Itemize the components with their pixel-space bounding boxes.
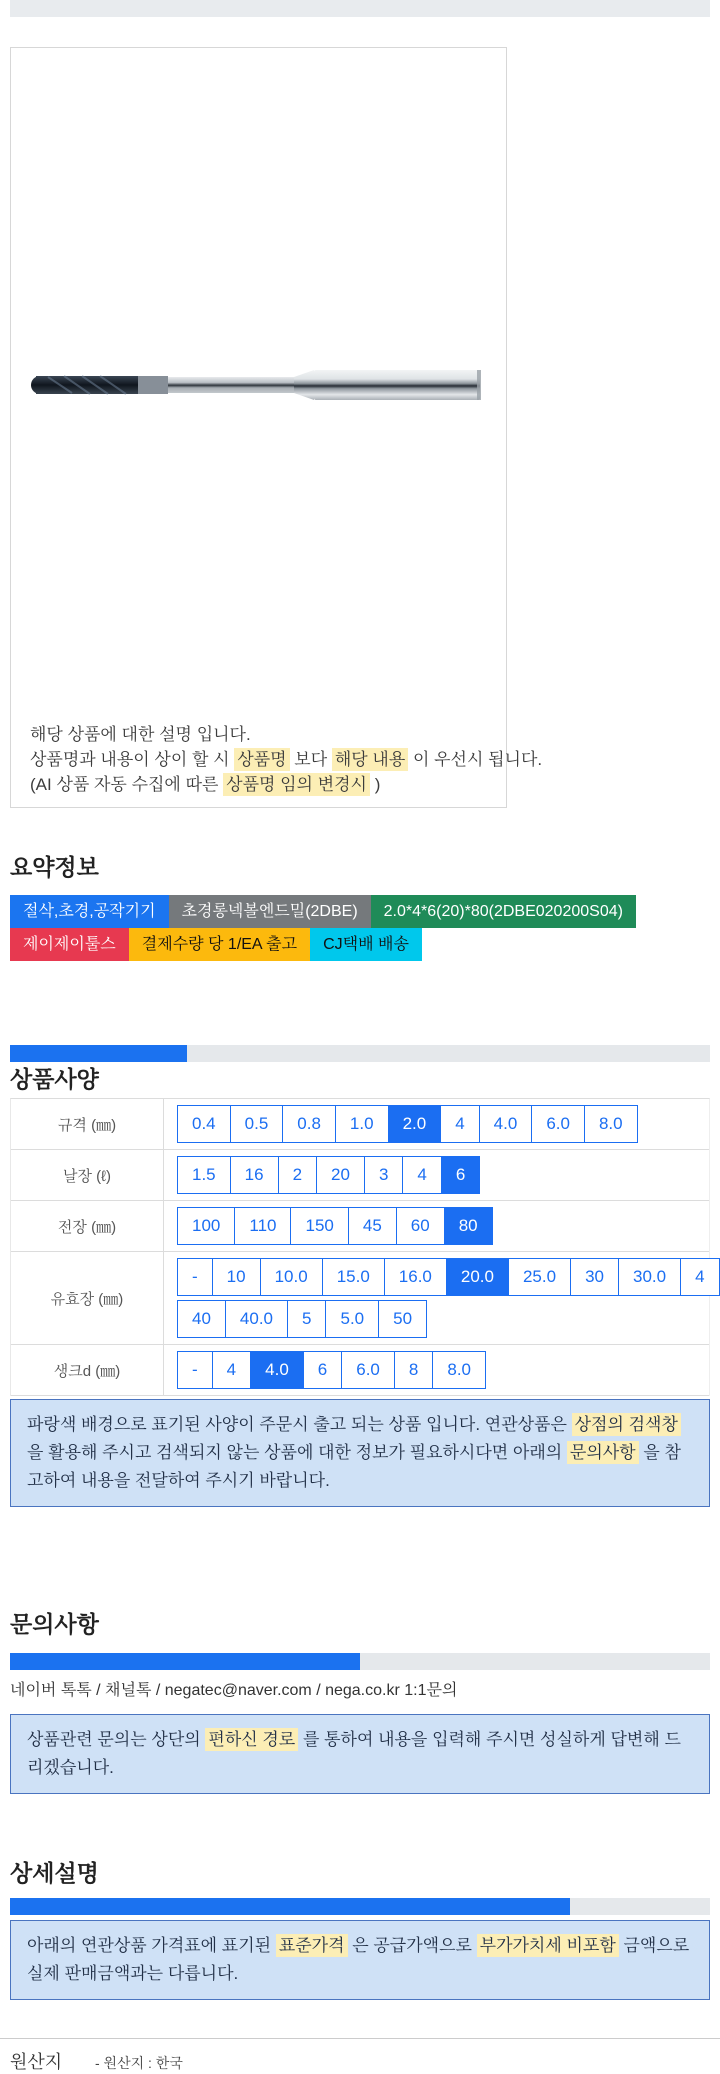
spec-option[interactable]: 0.4 <box>177 1105 231 1143</box>
tag-row <box>10 895 710 928</box>
spec-option[interactable]: 4 <box>212 1351 251 1389</box>
spec-option[interactable]: 8 <box>394 1351 433 1389</box>
highlighted-text: 상점의 검색창 <box>572 1413 681 1436</box>
spec-option[interactable]: 4 <box>402 1156 441 1194</box>
spec-row <box>11 1099 709 1150</box>
product-description-box <box>10 47 543 808</box>
spec-option-strip <box>177 1207 493 1245</box>
specs-section-title: 상품사양 <box>10 1066 99 1092</box>
spec-row <box>11 1345 709 1396</box>
product-description-text <box>30 722 542 797</box>
spec-option[interactable]: 1.5 <box>177 1156 231 1194</box>
detail-section-title: 상세설명 <box>10 1860 99 1886</box>
spec-option[interactable]: 40.0 <box>225 1300 288 1338</box>
summary-tag: 초경롱넥볼엔드밀(2DBE) <box>169 895 371 928</box>
spec-option[interactable]: 0.8 <box>282 1105 336 1143</box>
spec-option[interactable]: 25.0 <box>508 1258 571 1296</box>
spec-option[interactable]: 150 <box>290 1207 348 1245</box>
spec-option-strip <box>177 1351 486 1389</box>
spec-option[interactable]: 15.0 <box>322 1258 385 1296</box>
specs-notice-box: 파랑색 배경으로 표기된 사양이 주문시 출고 되는 상품 입니다. 연관상품은 상점의 검색창을 활용해 주시고 검색되지 않는 상품에 대한 정보가 필요하시다면 아래의 문의사항 을 참고하여 내용을 전달하여 주시기 바랍니다. <box>10 1399 710 1507</box>
spec-label: 규격 (㎜) <box>11 1099 164 1149</box>
spec-option[interactable]: 110 <box>234 1207 291 1245</box>
inquiry-section-title: 문의사항 <box>10 1611 99 1637</box>
top-bar <box>10 0 710 17</box>
spec-row <box>11 1201 709 1252</box>
highlighted-text: 표준가격 <box>276 1934 348 1957</box>
spec-option[interactable]: 8.0 <box>584 1105 638 1143</box>
summary-tag: 결제수량 당 1/EA 출고 <box>129 928 310 961</box>
spec-options <box>164 1150 480 1200</box>
origin-value: - 원산지 : 한국 <box>95 2055 183 2071</box>
summary-tag: 절삭,초경,공작기기 <box>10 895 169 928</box>
spec-row <box>11 1252 709 1345</box>
spec-option[interactable]: 6.0 <box>531 1105 585 1143</box>
detail-progress-bar <box>10 1898 710 1915</box>
spec-option[interactable]: 20 <box>316 1156 365 1194</box>
spec-option[interactable]: 40 <box>177 1300 226 1338</box>
spec-option[interactable]: 45 <box>348 1207 397 1245</box>
spec-options <box>164 1252 720 1344</box>
spec-option[interactable]: 5 <box>287 1300 326 1338</box>
inquiry-contact-line: 네이버 톡톡 / 채널톡 / negatec@naver.com / nega.co.kr 1:1문의 <box>10 1682 458 1699</box>
inquiry-progress-bar <box>10 1653 710 1670</box>
spec-option[interactable]: 4 <box>440 1105 479 1143</box>
spec-option-strip <box>177 1258 720 1296</box>
spec-option-strip <box>177 1105 638 1143</box>
spec-option[interactable]: 1.0 <box>335 1105 389 1143</box>
spec-option-selected[interactable]: 4.0 <box>250 1351 304 1389</box>
product-image-end-mill <box>28 363 488 407</box>
spec-option[interactable]: 2 <box>278 1156 317 1194</box>
description-line: (AI 상품 자동 수집에 따른 상품명 임의 변경시 ) <box>30 775 381 794</box>
description-line: 해당 상품에 대한 설명 입니다. <box>30 725 251 744</box>
spec-option[interactable]: 10.0 <box>260 1258 323 1296</box>
summary-tag: 제이제이툴스 <box>10 928 129 961</box>
spec-option[interactable]: 16.0 <box>384 1258 447 1296</box>
spec-options <box>164 1099 638 1149</box>
detail-notice-box: 아래의 연관상품 가격표에 표기된 표준가격 은 공급가액으로 부가가치세 비포함 금액으로 실제 판매금액과는 다릅니다. <box>10 1920 710 2000</box>
spec-label: 유효장 (㎜) <box>11 1252 164 1344</box>
spec-option-selected[interactable]: 2.0 <box>388 1105 442 1143</box>
spec-option[interactable]: 30.0 <box>618 1258 681 1296</box>
spec-option[interactable]: 60 <box>396 1207 445 1245</box>
specs-progress-bar <box>10 1045 710 1062</box>
spec-option-selected[interactable]: 80 <box>444 1207 493 1245</box>
highlighted-text: 상품명 임의 변경시 <box>223 773 370 796</box>
origin-row <box>0 2038 720 2074</box>
spec-option[interactable]: 8.0 <box>432 1351 486 1389</box>
spec-option[interactable]: 6 <box>303 1351 342 1389</box>
spec-option-strip <box>177 1300 720 1338</box>
spec-option[interactable]: 10 <box>212 1258 261 1296</box>
summary-tags <box>10 895 710 961</box>
spec-option-selected[interactable]: 20.0 <box>446 1258 509 1296</box>
highlighted-text: 문의사항 <box>567 1441 639 1464</box>
spec-option[interactable]: - <box>177 1351 213 1389</box>
spec-label: 날장 (ℓ) <box>11 1150 164 1200</box>
spec-option[interactable]: 5.0 <box>325 1300 379 1338</box>
spec-row <box>11 1150 709 1201</box>
highlighted-text: 상품명 <box>234 748 289 771</box>
spec-label: 생크d (㎜) <box>11 1345 164 1395</box>
spec-options <box>164 1345 486 1395</box>
spec-table <box>10 1098 710 1396</box>
spec-option[interactable]: 6.0 <box>341 1351 395 1389</box>
tag-row <box>10 928 710 961</box>
spec-option[interactable]: 16 <box>230 1156 279 1194</box>
spec-option[interactable]: 30 <box>570 1258 619 1296</box>
spec-option[interactable]: 3 <box>364 1156 403 1194</box>
highlighted-text: 편하신 경로 <box>205 1728 298 1751</box>
inquiry-notice-box: 상품관련 문의는 상단의 편하신 경로 를 통하여 내용을 입력해 주시면 성실하게 답변해 드리겠습니다. <box>10 1714 710 1794</box>
spec-options <box>164 1201 493 1251</box>
highlighted-text: 해당 내용 <box>332 748 408 771</box>
summary-tag: 2.0*4*6(20)*80(2DBE020200S04) <box>371 895 636 928</box>
origin-label: 원산지 <box>10 2052 63 2072</box>
spec-option-selected[interactable]: 6 <box>441 1156 480 1194</box>
spec-option[interactable]: 100 <box>177 1207 235 1245</box>
summary-section-title: 요약정보 <box>10 854 99 880</box>
spec-option[interactable]: 0.5 <box>230 1105 284 1143</box>
description-line: 상품명과 내용이 상이 할 시 상품명 보다 해당 내용 이 우선시 됩니다. <box>30 750 543 769</box>
spec-option[interactable]: 50 <box>378 1300 427 1338</box>
spec-option[interactable]: 4 <box>680 1258 719 1296</box>
spec-label: 전장 (㎜) <box>11 1201 164 1251</box>
highlighted-text: 부가가치세 비포함 <box>477 1934 619 1957</box>
spec-option[interactable]: - <box>177 1258 213 1296</box>
summary-tag: CJ택배 배송 <box>310 928 422 961</box>
spec-option[interactable]: 4.0 <box>479 1105 533 1143</box>
spec-option-strip <box>177 1156 480 1194</box>
